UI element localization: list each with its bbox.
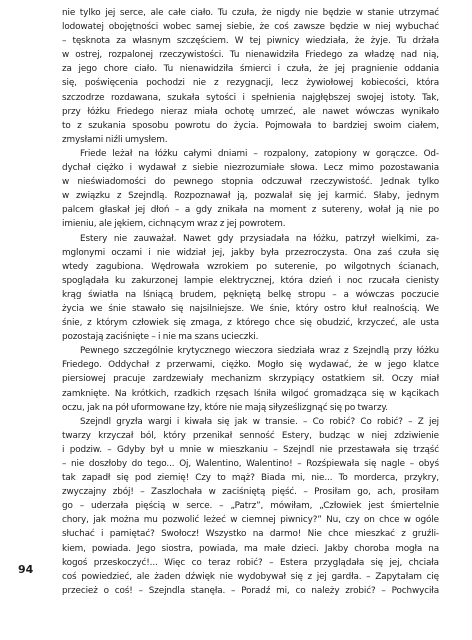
text-line: twarzy krzyczał ból, który przenikał senność Estery, budząc w niej zdziwienie — [62, 430, 439, 441]
text-line: przecież o coś! – Szejndla stanęła. – Poradź mi, co należy zrobić? – Pochwyciła — [62, 585, 439, 596]
text-line: przy łóżku Friedego nieraz miała ochotę umrzeć, ale nawet wówczas wynikało — [62, 106, 439, 117]
text-line: lodowatej obojętności wobec samej siebie, że coś zawsze będzie w niej wybuchać — [62, 22, 439, 33]
text-line: śnie, z którym człowiek się zmaga, z którego chce się obudzić, krzyczeć, ale usta — [62, 318, 439, 329]
text-line: chory, jak można mu pozwolić leżeć w ciemnej piwnicy?” Nu, czy on chce w ogóle — [62, 515, 439, 526]
text-line: dychał ciężko i wydawał z siebie niezrozumiałe słowa. Lecz mimo pozostawania — [62, 163, 439, 174]
text-line: oczu, jak na pół uformowane łzy, które nie mają siłyześlizgnąć się po twarzy. — [62, 402, 388, 413]
text-line: zmysłami niźli umysłem. — [62, 134, 168, 145]
text-line: coś powiedzieć, ale żaden dźwięk nie wydobywał się z jej gardła. – Zapytałam cię — [62, 571, 439, 582]
text-line: nie tylko jej serce, ale całe ciało. Tu czuła, że nigdy nie będzie w stanie utrzymać — [62, 8, 439, 18]
text-line: – tęsknota za własnym szczęściem. W tej piwnicy wiedziała, że żyje. Tu drżała — [62, 36, 439, 47]
text-line: palcem głaskał jej dłoń – a gdy znikała na moment z sutereny, wołał ją nie po — [62, 205, 439, 216]
text-line: kogoś przeskoczyć!... Więc co teraz robić? – Estera przyglądała się jej, chciała — [62, 557, 439, 568]
text-line: piersiowej pracuje zardzewiały mechanizm skrzypiący ostatkiem sił. Oczy miał — [62, 374, 439, 385]
text-line: kiem, powiada. Jego siostra, powiada, ma małe dzieci. Jakby choroba mogła na — [62, 543, 439, 554]
text-line: i podziw. – Gdyby był u mnie w mieszkaniu – Szejndl nie przestawała się trząść — [62, 444, 439, 455]
text-line: – nie doszłoby do tego... Oj, Walentino, Walentino! – Rozśpiewała się nagle – obyś — [62, 459, 439, 469]
text-line: w nieświadomości do pewnego stopnia odczuwał rzeczywistość. Jednak tylko — [62, 177, 439, 188]
page-number: 94 — [18, 563, 34, 576]
text-line: imieniu, ale jękiem, cichnącym wraz z jej powrotem. — [62, 219, 286, 230]
text-line: Friedego. Oddychał z przerwami, ciężko. Mogło się wydawać, że w jego klatce — [62, 360, 439, 371]
text-line: szczodrze rozdawana, szukała sytości i spełnienia najgłębszej swojej istoty. Tak, — [62, 92, 439, 103]
body-text — [62, 6, 439, 598]
text-line: słuchać i pamiętać? Swołocz! Wszystko na darmo! Nie chce mieszkać z gruźli- — [62, 529, 439, 540]
text-line: krąg światła na lśniącą brudem, pękniętą belkę stropu – a wówczas poczucie — [62, 289, 439, 300]
text-line: Estery nie zauważał. Nawet gdy przysiadała na łóżku, patrzył wielkimi, za- — [80, 233, 439, 244]
text-line: życia we śnie stawało się najsilniejsze. We śnie, który ostro kłuł realnością. We — [62, 303, 439, 314]
text-line: tak zapadł się pod ziemię! Czy to mąż? Biada mi, nie... To morderca, przykry, — [62, 473, 439, 484]
text-line: za jego chore ciało. Tu nienawidziła śmierci i czuła, że jej pragnienie oddania — [62, 64, 439, 75]
text-line: zwyczajny zbój! – Zaszlochała w zaciśniętą pięść. – Prosiłam go, ach, prosiłam — [62, 487, 439, 498]
text-line: wtedy zagubiona. Wędrowała wzrokiem po suterenie, po wilgotnych ścianach, — [62, 261, 439, 272]
text-line: go – uderzała pięścią w serce. – „Patrz”, mówiłam, „Człowiek jest śmiertelnie — [62, 501, 439, 512]
text-line: pozostają zaciśnięte – i nie ma szans ucieczki. — [62, 332, 259, 343]
text-line: mglonymi oczami i nie widział jej, jakby była przezroczysta. Ona zaś czuła się — [62, 247, 439, 258]
text-line: w ostrej, rozpalonej rzeczywistości. Tu nienawidziła Friedego za władzę nad nią, — [62, 50, 439, 61]
text-line: to z szukania sposobu powrotu do życia. Pojmowała to bardziej swoim ciałem, — [62, 120, 439, 131]
text-line: spoglądała ku zakurzonej lampie elektrycznej, która dzień i noc rzucała cienisty — [62, 275, 439, 286]
text-line: Friede leżał na łóżku całymi dniami – rozpalony, zatopiony w gorączce. Od- — [80, 148, 439, 159]
text-line: Szejndl gryzła wargi i kiwała się jak w transie. – Co robić? Co robić? – Z jej — [80, 416, 439, 427]
text-line: zamknięte. Na krótkich, rzadkich rzęsach lśniła wilgoć gromadząca się w kącikach — [62, 388, 439, 399]
text-line: w związku z Szejndlą. Rozpoznawał ją, pozwalał się jej karmić. Słaby, jednym — [62, 191, 439, 202]
text-line: Pewnego szczególnie krytycznego wieczora siedziała wraz z Szejndlą przy łóżku — [80, 346, 439, 357]
text-line: się, poświęcenia pochodzi nie z rezygnacji, lecz żywiołowej kobiecości, która — [62, 78, 439, 89]
